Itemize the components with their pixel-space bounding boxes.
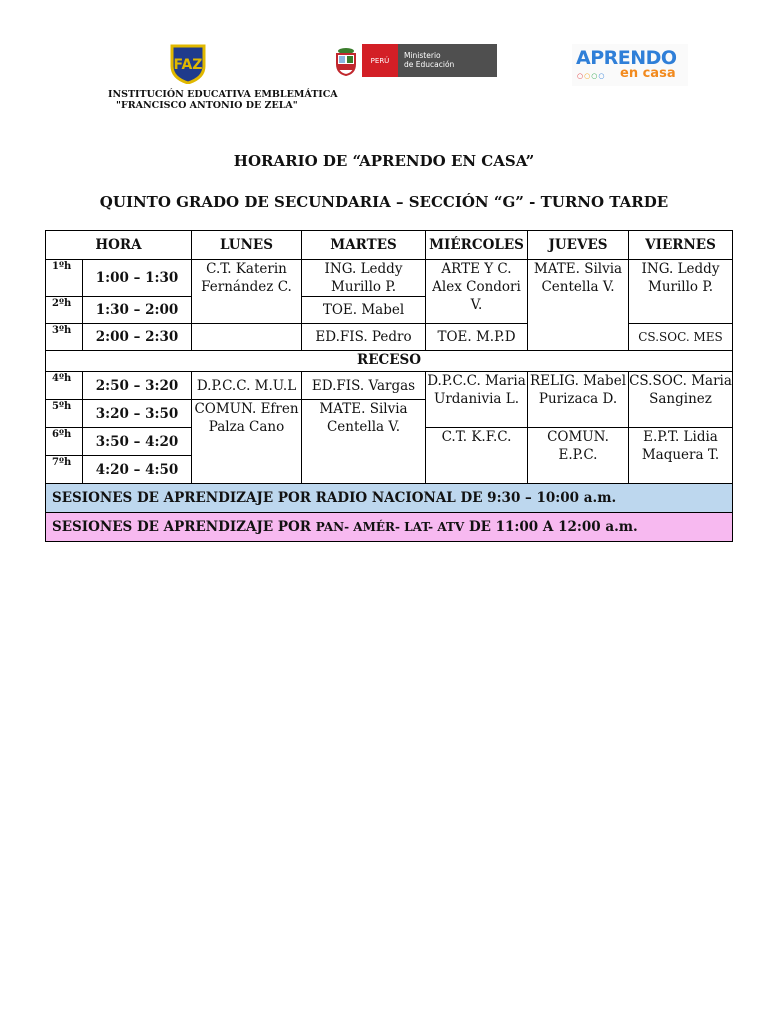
cell-jueves-6-7: COMUN. E.P.C.	[528, 428, 629, 484]
header-hora: HORA	[46, 231, 192, 260]
cell-jueves-1-3: MATE. Silvia Centella V.	[528, 260, 629, 351]
period-time: 3:50 – 4:20	[83, 428, 192, 456]
radio-session-note: SESIONES DE APRENDIZAJE POR RADIO NACIONAL DE 9:30 – 10:00 a.m.	[46, 484, 733, 513]
page-title: HORARIO DE “APRENDO EN CASA”	[233, 152, 535, 170]
period-time: 2:00 – 2:30	[83, 324, 192, 351]
header-jueves: JUEVES	[528, 231, 629, 260]
period-number: 4ºh	[46, 372, 83, 400]
cell-miercoles-3: TOE. M.P.D	[426, 324, 528, 351]
cell-miercoles-4-5: D.P.C.C. Maria Urdanivia L.	[426, 372, 528, 428]
period-number: 2ºh	[46, 297, 83, 324]
cell-viernes-6-7: E.P.T. Lidia Maquera T.	[629, 428, 733, 484]
recess-label: RECESO	[46, 351, 733, 372]
period-time: 4:20 – 4:50	[83, 456, 192, 484]
cell-viernes-3: CS.SOC. MES	[629, 324, 733, 351]
tv-note-row	[46, 513, 733, 542]
tv-note-channels: PAN- AMÉR- LAT- ATV	[315, 520, 465, 534]
school-name	[108, 89, 338, 111]
schedule-table	[45, 230, 733, 542]
tv-note-start: SESIONES DE APRENDIZAJE POR	[52, 519, 311, 535]
table-row	[46, 324, 733, 351]
peru-label: PERÚ	[362, 44, 398, 77]
table-row	[46, 372, 733, 400]
svg-text:FAZ: FAZ	[173, 57, 203, 73]
period-number: 7ºh	[46, 456, 83, 484]
cell-martes-3: ED.FIS. Pedro	[302, 324, 426, 351]
page-subtitle: QUINTO GRADO DE SECUNDARIA – SECCIÓN “G” - TURNO TARDE	[99, 193, 669, 211]
cell-viernes-1-2: ING. Leddy Murillo P.	[629, 260, 733, 324]
header-lunes: LUNES	[192, 231, 302, 260]
cell-lunes-5-7: COMUN. Efren Palza Cano	[192, 400, 302, 484]
tv-note-end: DE 11:00 A 12:00 a.m.	[468, 519, 638, 535]
color-dots-icon: ○○○○	[577, 72, 606, 80]
table-row	[46, 260, 733, 297]
recess-row	[46, 351, 733, 372]
table-header-row	[46, 231, 733, 260]
aprendo-logo-title: APRENDO	[576, 47, 677, 69]
cell-lunes-4: D.P.C.C. M.U.L	[192, 372, 302, 400]
cell-miercoles-6-7: C.T. K.F.C.	[426, 428, 528, 484]
ministry-line-1: Ministerio	[404, 51, 441, 60]
period-number: 1ºh	[46, 260, 83, 297]
period-number: 6ºh	[46, 428, 83, 456]
ministry-line-2: de Educación	[404, 60, 455, 69]
radio-note-row	[46, 484, 733, 513]
school-line-2: "FRANCISCO ANTONIO DE ZELA"	[116, 100, 298, 111]
period-number: 3ºh	[46, 324, 83, 351]
header-miercoles: MIÉRCOLES	[426, 231, 528, 260]
ministry-logo	[333, 44, 497, 77]
tv-session-note	[46, 513, 733, 542]
cell-jueves-4-5: RELIG. Mabel Purizaca D.	[528, 372, 629, 428]
cell-martes-4: ED.FIS. Vargas	[302, 372, 426, 400]
cell-martes-2: TOE. Mabel	[302, 297, 426, 324]
period-time: 1:30 – 2:00	[83, 297, 192, 324]
cell-viernes-4-5: CS.SOC. Maria Sanginez	[629, 372, 733, 428]
cell-martes-1: ING. Leddy Murillo P.	[302, 260, 426, 297]
faz-shield-logo	[168, 42, 208, 84]
header-viernes: VIERNES	[629, 231, 733, 260]
aprendo-logo-subtitle: en casa	[620, 66, 676, 81]
cell-martes-5-7: MATE. Silvia Centella V.	[302, 400, 426, 484]
aprendo-en-casa-logo	[572, 44, 688, 86]
period-time: 2:50 – 3:20	[83, 372, 192, 400]
header-martes: MARTES	[302, 231, 426, 260]
ministry-label	[398, 44, 497, 77]
peru-coat-of-arms-icon	[333, 46, 359, 76]
period-number: 5ºh	[46, 400, 83, 428]
school-line-1: INSTITUCIÓN EDUCATIVA EMBLEMÁTICA	[108, 89, 338, 100]
cell-lunes-3	[192, 324, 302, 351]
period-time: 3:20 – 3:50	[83, 400, 192, 428]
cell-miercoles-1-2: ARTE Y C. Alex Condori V.	[426, 260, 528, 324]
period-time: 1:00 – 1:30	[83, 260, 192, 297]
cell-lunes-1-2: C.T. Katerin Fernández C.	[192, 260, 302, 324]
document-header	[0, 0, 768, 150]
